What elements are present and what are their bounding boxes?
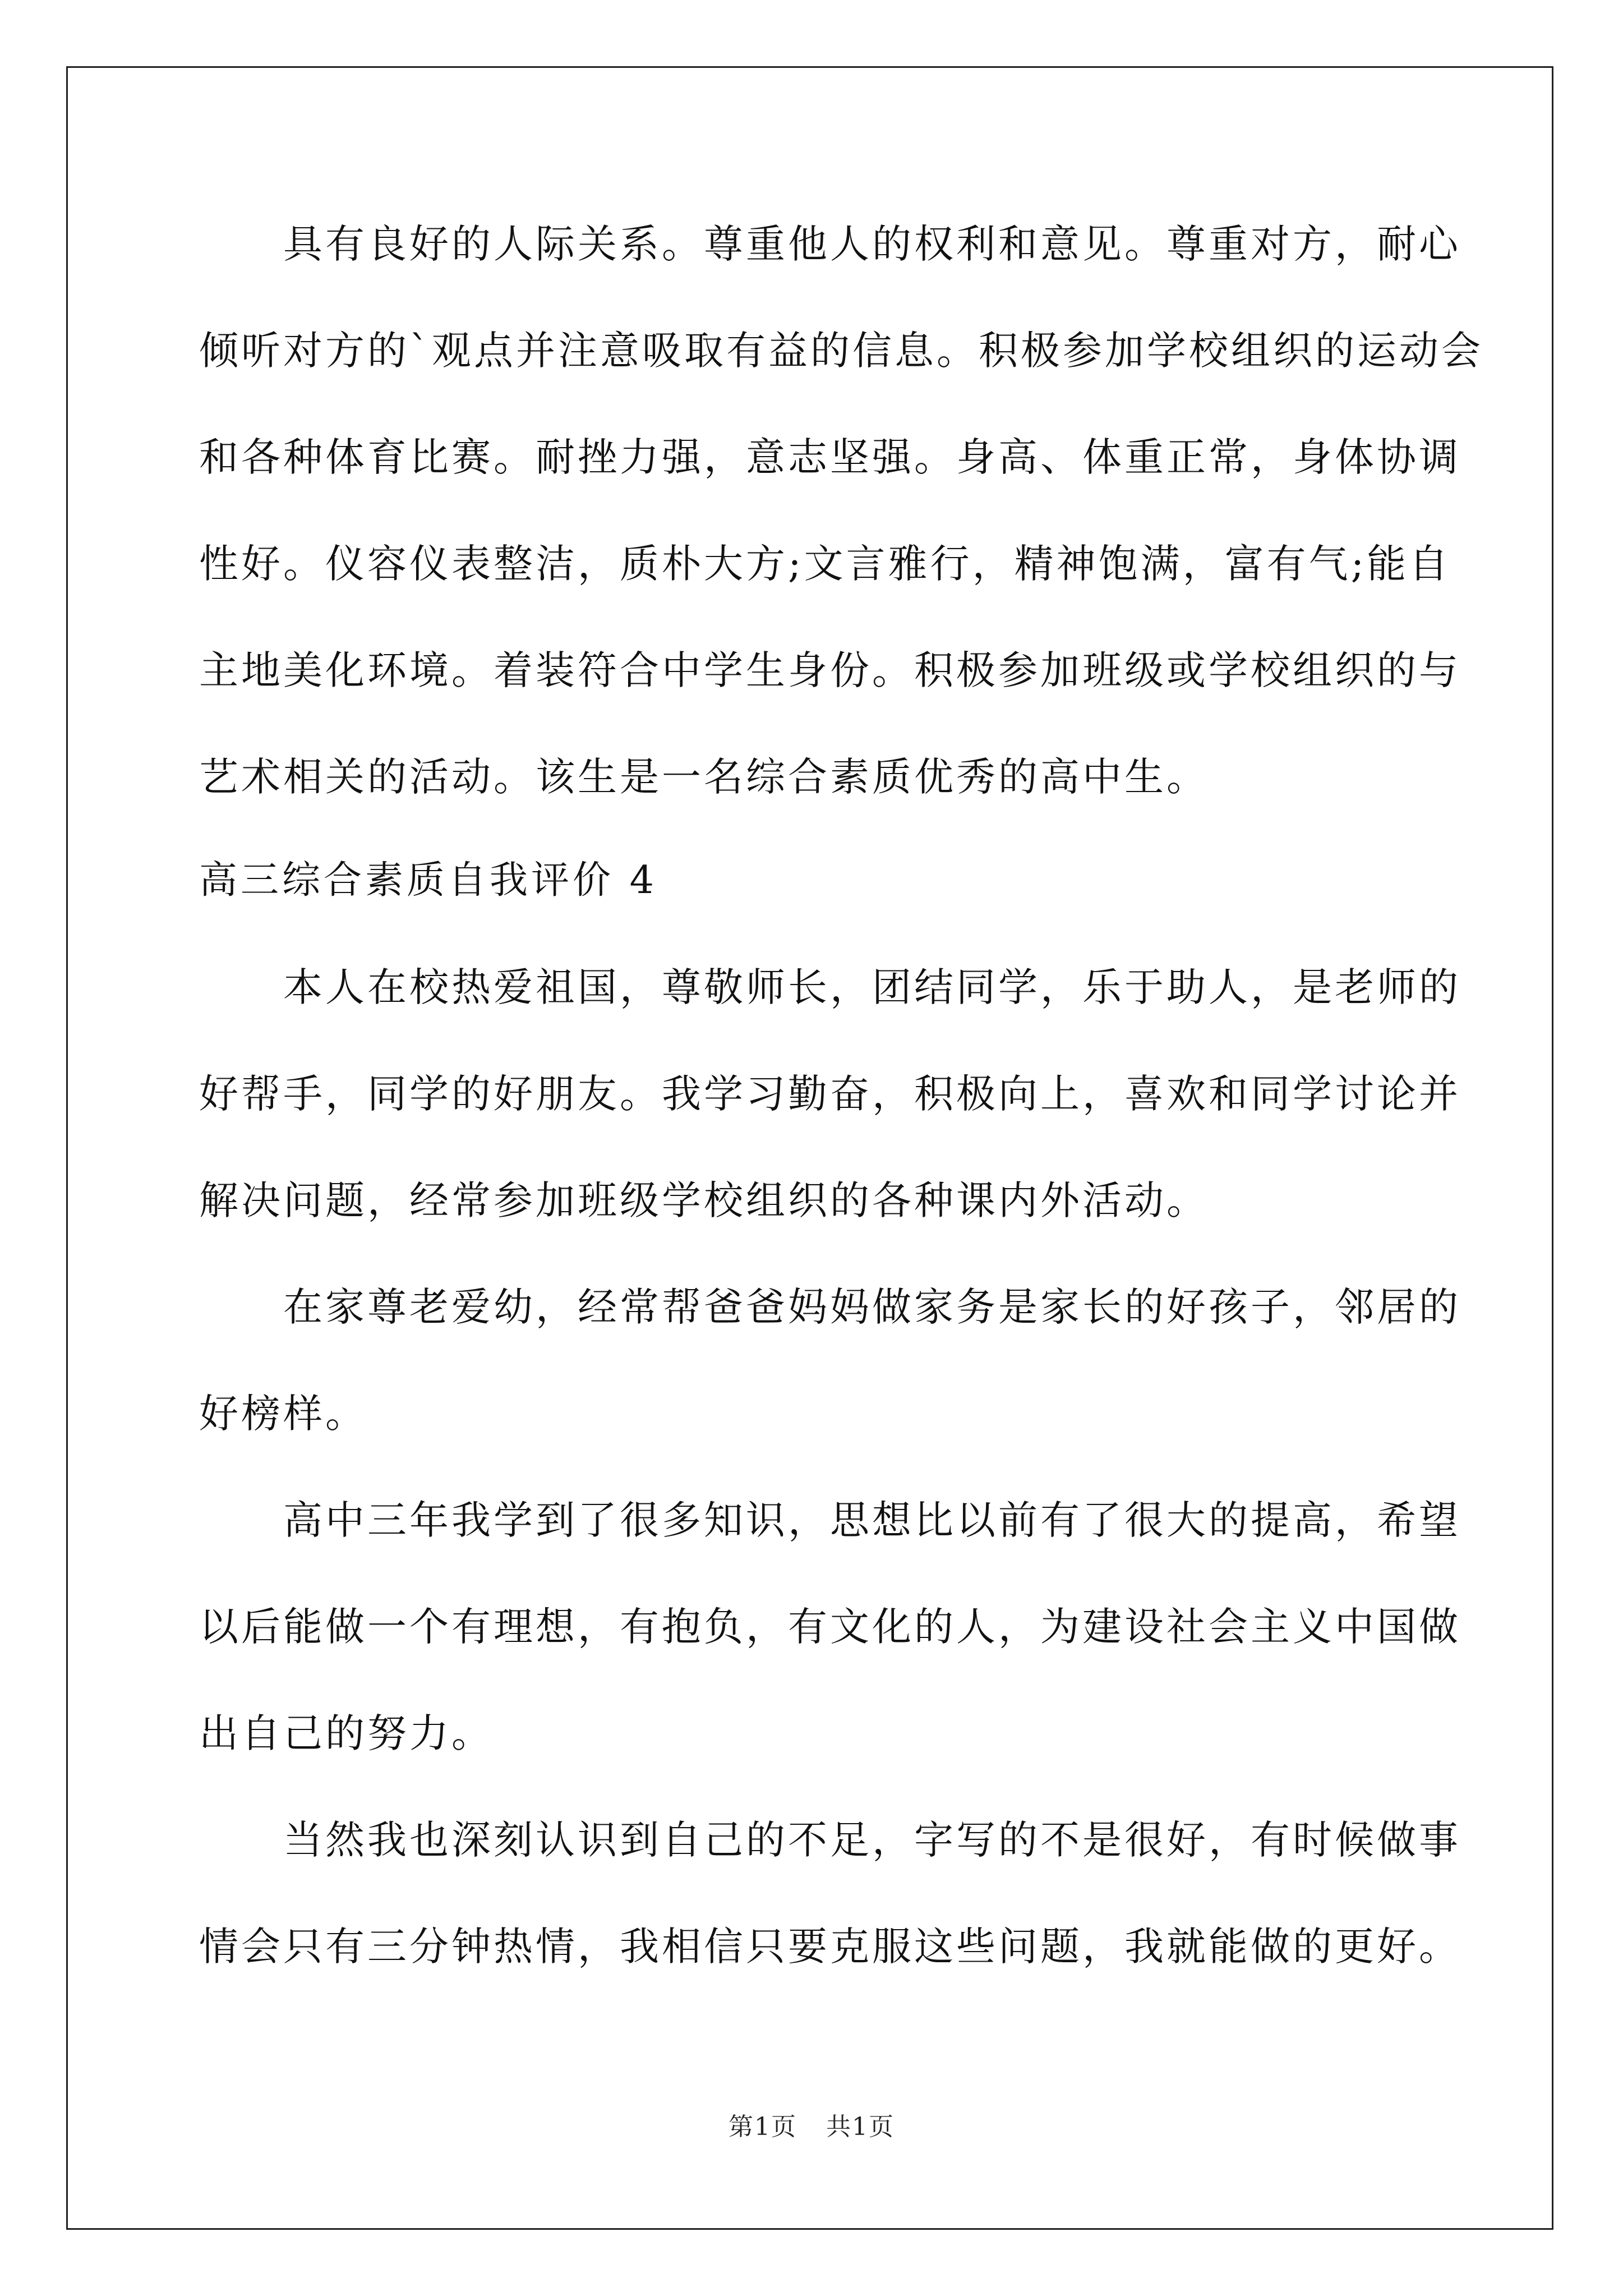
paragraph-line: 出自己的努力。 xyxy=(199,1710,494,1756)
paragraph-line: 高中三年我学到了很多知识，思想比以前有了很大的提高，希望 xyxy=(283,1497,1461,1543)
paragraph-line: 本人在校热爱祖国，尊敬师长，团结同学，乐于助人，是老师的 xyxy=(283,964,1461,1010)
paragraph-line: 以后能做一个有理想，有抱负，有文化的人，为建设社会主义中国做 xyxy=(199,1604,1461,1650)
page-border xyxy=(66,66,1553,2230)
paragraph-line: 艺术相关的活动。该生是一名综合素质优秀的高中生。 xyxy=(199,754,1209,800)
paragraph-line: 好榜样。 xyxy=(199,1391,367,1437)
paragraph-line: 性好。仪容仪表整洁，质朴大方;文言雅行，精神饱满，富有气;能自 xyxy=(199,541,1451,587)
paragraph-line: 倾听对方的`观点并注意吸取有益的信息。积极参加学校组织的运动会 xyxy=(199,328,1483,374)
paragraph-line: 解决问题，经常参加班级学校组织的各种课内外活动。 xyxy=(199,1177,1209,1223)
paragraph-line: 具有良好的人际关系。尊重他人的权利和意见。尊重对方，耐心 xyxy=(283,221,1461,267)
paragraph-line: 好帮手，同学的好朋友。我学习勤奋，积极向上，喜欢和同学讨论并 xyxy=(199,1071,1461,1117)
paragraph-line: 在家尊老爱幼，经常帮爸爸妈妈做家务是家长的好孩子，邻居的 xyxy=(283,1284,1461,1330)
section-heading: 高三综合素质自我评价 4 xyxy=(199,858,657,903)
page-total: 共1页 xyxy=(826,2113,895,2141)
paragraph-line: 情会只有三分钟热情，我相信只要克服这些问题，我就能做的更好。 xyxy=(199,1924,1461,1970)
paragraph-line: 当然我也深刻认识到自己的不足，字写的不是很好，有时候做事 xyxy=(283,1817,1461,1863)
paragraph-line: 和各种体育比赛。耐挫力强，意志坚强。身高、体重正常，身体协调 xyxy=(199,434,1461,480)
page-number: 第1页 xyxy=(728,2113,797,2141)
page-footer xyxy=(0,2106,1623,2142)
paragraph-line: 主地美化环境。着装符合中学生身份。积极参加班级或学校组织的与 xyxy=(199,647,1461,693)
